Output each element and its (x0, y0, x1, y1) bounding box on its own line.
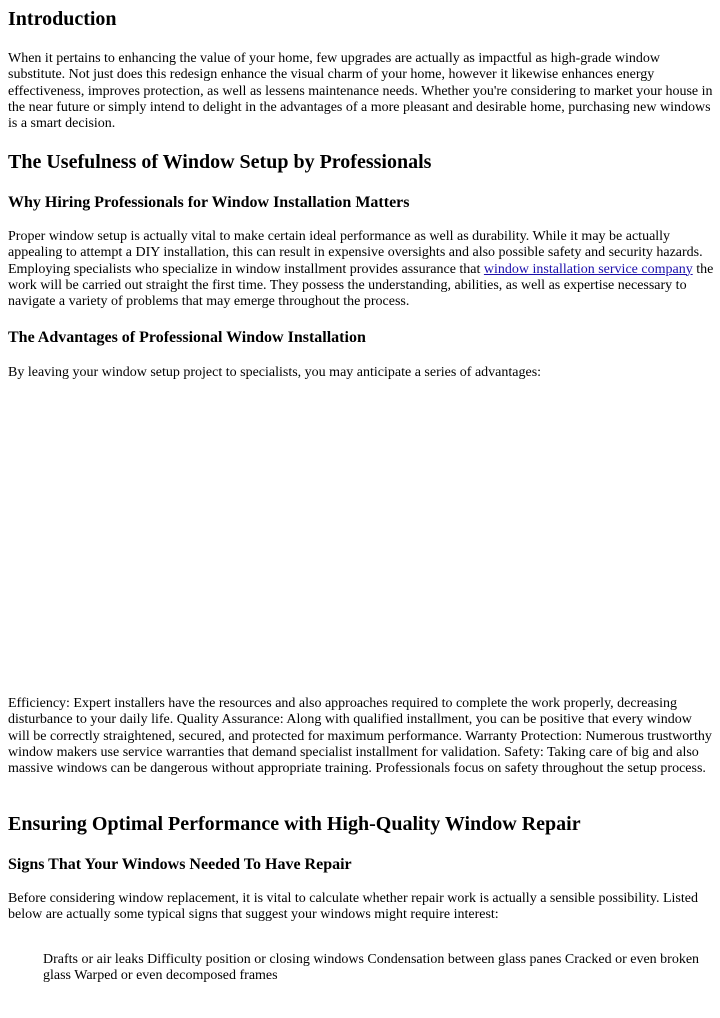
advantages-intro: By leaving your window setup project to specialists, you may anticipate a series of advantages: (8, 365, 542, 380)
repair-heading: Ensuring Optimal Performance with High-Quality Window Repair (8, 813, 581, 835)
why-hiring-paragraph (8, 229, 714, 310)
why-hiring-text-end: the work will be carried out straight the first time. They possess the understanding, abilities, as well as expertise necessary to navigate a variety of problems that may emerge throughout the process. (8, 261, 714, 310)
window-installation-service-link[interactable]: window installation service company (483, 261, 693, 277)
intro-heading: Introduction (8, 8, 117, 30)
advantages-heading: The Advantages of Professional Window Installation (8, 329, 366, 346)
why-hiring-heading: Why Hiring Professionals for Window Installation Matters (8, 194, 410, 211)
signs-heading: Signs That Your Windows Needed To Have Repair (8, 856, 352, 873)
advantages-list: Efficiency: Expert installers have the resources and also approaches required to complete the work properly, decreasing disturbance to your daily life. Quality Assurance: Along with qualified installment, you can be positive that every window will be correctly straightened, secured, and protected for maximum performance. Warranty Protection: Numerous trustworthy window makers use service warranties that demand specialist installment for validation. Safety: Taking care of big and also massive windows can be dangerous without appropriate training. Professionals focus on safety throughout the setup process. (8, 696, 712, 777)
signs-list: Drafts or air leaks Difficulty position or closing windows Condensation between glass panes Cracked or even broken glass Warped or even decomposed frames (43, 952, 700, 984)
intro-paragraph: When it pertains to enhancing the value of your home, few upgrades are actually as impactful as high-grade window substitute. Not just does this redesign enhance the visual charm of your home, however it likewise enhances energy effectiveness, improves protection, as well as lessens maintenance needs. Whether you're considering to market your house in the near future or simply intend to delight in the advantages of a more pleasant and desirable home, purchasing new windows is a smart decision. (8, 51, 713, 132)
blank-image-area (8, 385, 712, 695)
signs-paragraph: Before considering window replacement, it is vital to calculate whether repair work is actually a sensible possibility. Listed below are actually some typical signs that suggest your windows might require interest: (8, 891, 698, 923)
usefulness-heading: The Usefulness of Window Setup by Professionals (8, 151, 432, 173)
why-hiring-text-start: Proper window setup is actually vital to make certain ideal performance as well as durability. While it may be actually appealing to attempt a DIY installation, this can result in expensive oversights and also possible safety and security hazards. Employing specialists who specialize in window installment provides assurance that (8, 229, 703, 277)
